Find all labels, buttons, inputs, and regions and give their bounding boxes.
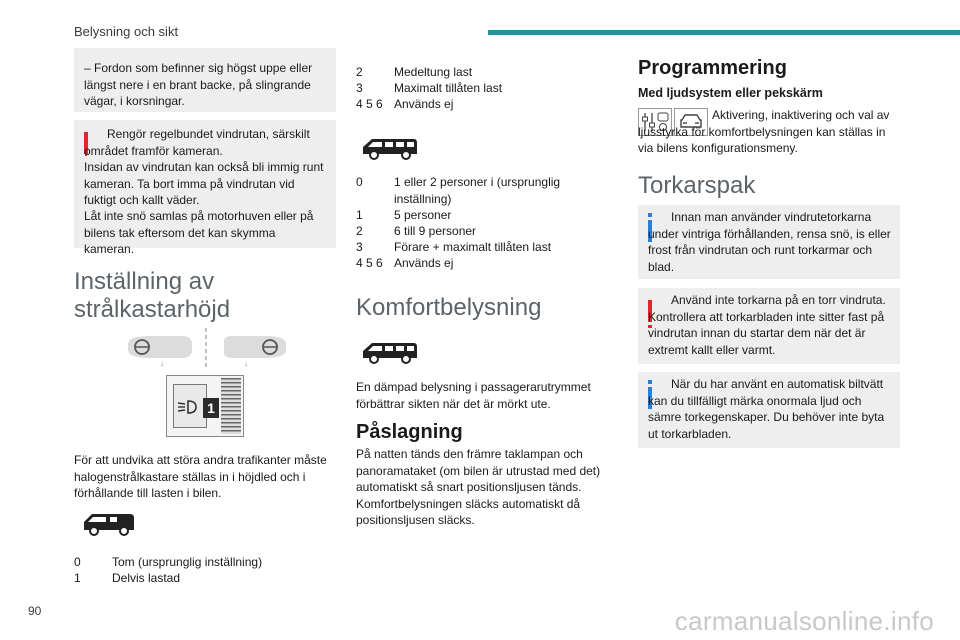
list-item: 3 Förare + maximalt tillåten last [356,240,552,254]
warning-text-3: Låt inte snö samlas på motorhuven eller på bilens tak eftersom det kan skymma kameran. [84,209,314,256]
switch-position-value: 1 [203,398,219,418]
switch-thumbwheel [221,378,241,434]
condition-note-text: – Fordon som befinner sig högst uppe eller längst nere i en brant backe, på slingrande vägar, i korsningar. [84,61,313,108]
page-number: 90 [28,604,42,618]
minibus-icon [360,134,420,162]
warning-text-1: Rengör regelbundet vindrutan, särskilt området framför kameran. [84,127,310,158]
header-accent-bar [488,30,960,35]
headlamp-adjust-body: För att undvika att störa andra trafikanter måste halogenstrålkastare ställas in i höjdled och i förhållande till lasten i bilen. [74,453,327,500]
wiper-info-box-1: Innan man använder vindrutetorkarna under vintriga förhållanden, rensa snö, is eller frost från vindrutan och runt torkarmar och blad. [638,205,900,279]
headlamp-level-icon [176,398,198,416]
activation-body: På natten tänds den främre taklampan och panoramataket (om bilen är utrustad med det) automatiskt så snart positionsljusen tänds. Komfortbelysningen släcks automatiskt då positionsljusen släcks. [356,447,601,527]
svg-text:↓: ↓ [244,359,248,368]
list-item: 2 Medeltung last [356,65,473,79]
svg-text:↓: ↓ [160,359,164,368]
condition-note-box [74,48,336,112]
wiper-warning-box: Använd inte torkarna på en torr vindruta. Kontrollera att torkarbladen inte sitter fast på vindrutan innan du startar dem när det är extremt kallt eller varmt. [638,288,900,364]
list-item: 4 5 6 Används ej [356,97,454,111]
activation-heading: Påslagning [356,421,463,443]
list-item: 3 Maximalt tillåten last [356,81,503,95]
list-item: 4 5 6 Används ej [356,256,454,270]
list-item: 1 Delvis lastad [74,571,181,585]
list-item: 0 1 eller 2 personer i (ursprunglig inställning) [356,175,561,206]
list-item: 0 Tom (ursprunglig inställning) [74,555,263,569]
comfort-lighting-body: En dämpad belysning i passagerarutrymmet förbättrar sikten när det är mörkt ute. [356,380,591,411]
headlamp-adjustment-heading: Inställning av strålkastarhöjd [74,268,231,323]
wiper-info-box-2: När du har använt en automatisk biltvätt kan du tillfälligt märka onormala ljud och sämre torkegenskaper. Du behöver inte byta ut torkarbladen. [638,372,900,448]
list-item: 2 6 till 9 personer [356,224,477,238]
programming-heading: Programmering [638,57,787,79]
watermark: carmanualsonline.info [674,606,934,636]
van-icon [80,510,136,538]
section-title: Belysning och sikt [74,24,179,39]
audio-touchscreen-subheading: Med ljudsystem eller pekskärm [638,86,823,100]
headlamp-adjust-switch [166,375,244,437]
wiper-stalk-heading: Torkarspak [638,172,756,199]
warning-text-2: Insidan av vindrutan kan också bli immig runt kameran. Ta bort imma på vindrutan vid fuktigt och kallt väder. [84,160,324,207]
programming-body: Aktivering, inaktivering och val av ljusstyrka för komfortbelysningen kan ställas in via bilens konfigurationsmeny. [638,108,890,155]
list-item: 1 5 personer [356,208,452,222]
headlamp-beam-diagram [120,326,292,370]
camera-warning-box [74,120,336,256]
minibus-icon [360,338,420,366]
comfort-lighting-heading: Komfortbelysning [356,294,542,321]
